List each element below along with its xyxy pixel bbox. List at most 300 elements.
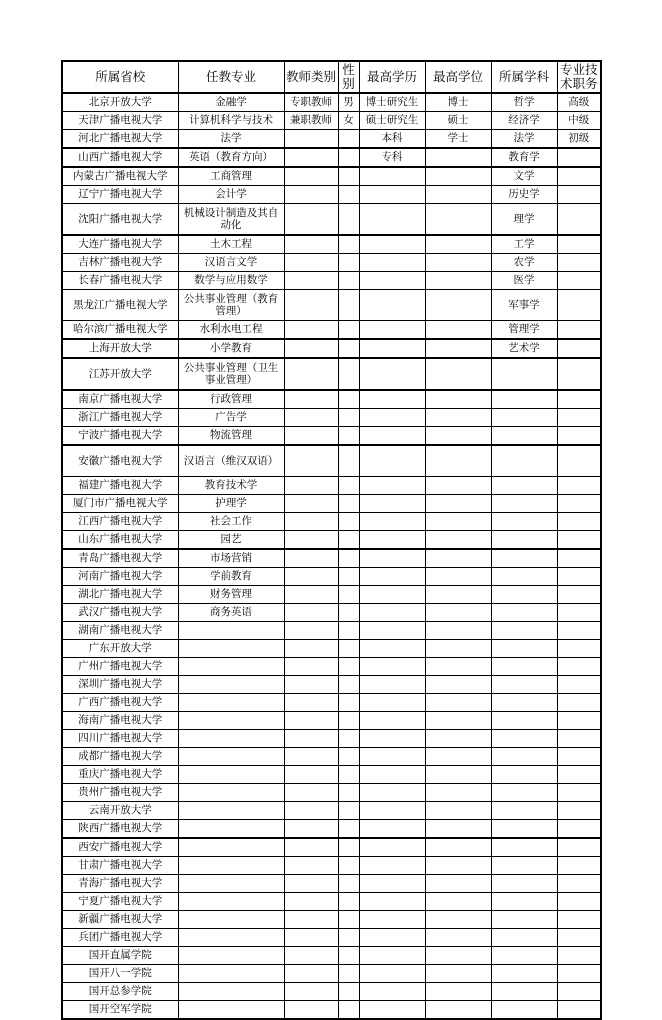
cell-r26-c4[interactable]: [359, 622, 425, 640]
cell-r26-c7[interactable]: [557, 622, 601, 640]
cell-r30-c3[interactable]: [338, 694, 359, 712]
cell-r18-c4[interactable]: [359, 477, 425, 495]
cell-r6-c1[interactable]: 机械设计制造及其自动化: [178, 204, 284, 236]
cell-r14-c5[interactable]: [425, 390, 491, 409]
cell-r29-c2[interactable]: [284, 676, 338, 694]
cell-r23-c7[interactable]: [557, 568, 601, 586]
cell-r25-c3[interactable]: [338, 604, 359, 622]
table-row[interactable]: [62, 676, 601, 694]
cell-r35-c5[interactable]: [425, 784, 491, 802]
cell-r2-c5[interactable]: 学士: [425, 130, 491, 149]
cell-r11-c6[interactable]: 管理学: [491, 321, 557, 340]
cell-r44-c6[interactable]: [491, 947, 557, 965]
cell-r10-c3[interactable]: [338, 290, 359, 321]
cell-r6-c2[interactable]: [284, 204, 338, 236]
cell-r25-c5[interactable]: [425, 604, 491, 622]
cell-r16-c5[interactable]: [425, 427, 491, 446]
cell-r29-c6[interactable]: [491, 676, 557, 694]
cell-r21-c6[interactable]: [491, 531, 557, 550]
cell-r16-c7[interactable]: [557, 427, 601, 446]
cell-r17-c2[interactable]: [284, 445, 338, 477]
cell-r23-c5[interactable]: [425, 568, 491, 586]
cell-r0-c1[interactable]: 金融学: [178, 93, 284, 112]
cell-r1-c3[interactable]: 女: [338, 112, 359, 130]
cell-r40-c6[interactable]: [491, 875, 557, 893]
table-row[interactable]: [62, 549, 601, 568]
cell-r46-c2[interactable]: [284, 983, 338, 1001]
table-row[interactable]: [62, 568, 601, 586]
cell-r6-c0[interactable]: 沈阳广播电视大学: [62, 204, 178, 236]
table-row[interactable]: [62, 321, 601, 340]
cell-r24-c6[interactable]: [491, 586, 557, 604]
cell-r41-c6[interactable]: [491, 893, 557, 911]
cell-r29-c1[interactable]: [178, 676, 284, 694]
column-header-0[interactable]: 所属省校: [62, 61, 178, 93]
cell-r10-c5[interactable]: [425, 290, 491, 321]
cell-r23-c1[interactable]: 学前教育: [178, 568, 284, 586]
cell-r39-c5[interactable]: [425, 857, 491, 875]
cell-r23-c3[interactable]: [338, 568, 359, 586]
table-row[interactable]: [62, 604, 601, 622]
cell-r36-c0[interactable]: 云南开放大学: [62, 802, 178, 820]
cell-r38-c1[interactable]: [178, 838, 284, 857]
cell-r32-c6[interactable]: [491, 730, 557, 748]
cell-r18-c2[interactable]: [284, 477, 338, 495]
cell-r42-c1[interactable]: [178, 911, 284, 929]
cell-r13-c2[interactable]: [284, 358, 338, 390]
cell-r37-c7[interactable]: [557, 820, 601, 839]
cell-r29-c7[interactable]: [557, 676, 601, 694]
cell-r18-c7[interactable]: [557, 477, 601, 495]
cell-r25-c7[interactable]: [557, 604, 601, 622]
cell-r13-c0[interactable]: 江苏开放大学: [62, 358, 178, 390]
cell-r7-c5[interactable]: [425, 235, 491, 254]
cell-r7-c2[interactable]: [284, 235, 338, 254]
cell-r11-c1[interactable]: 水利水电工程: [178, 321, 284, 340]
cell-r35-c3[interactable]: [338, 784, 359, 802]
cell-r37-c2[interactable]: [284, 820, 338, 839]
cell-r40-c3[interactable]: [338, 875, 359, 893]
cell-r47-c5[interactable]: [425, 1001, 491, 1020]
cell-r19-c7[interactable]: [557, 495, 601, 513]
cell-r32-c2[interactable]: [284, 730, 338, 748]
table-row[interactable]: [62, 838, 601, 857]
cell-r46-c1[interactable]: [178, 983, 284, 1001]
cell-r3-c0[interactable]: 山西广播电视大学: [62, 148, 178, 167]
table-row[interactable]: [62, 235, 601, 254]
cell-r20-c7[interactable]: [557, 513, 601, 531]
column-header-3[interactable]: 性别: [338, 61, 359, 93]
cell-r45-c1[interactable]: [178, 965, 284, 983]
cell-r31-c5[interactable]: [425, 712, 491, 730]
cell-r25-c1[interactable]: 商务英语: [178, 604, 284, 622]
cell-r11-c3[interactable]: [338, 321, 359, 340]
cell-r35-c0[interactable]: 贵州广播电视大学: [62, 784, 178, 802]
cell-r34-c0[interactable]: 重庆广播电视大学: [62, 766, 178, 784]
cell-r36-c7[interactable]: [557, 802, 601, 820]
cell-r31-c0[interactable]: 海南广播电视大学: [62, 712, 178, 730]
cell-r3-c3[interactable]: [338, 148, 359, 167]
cell-r22-c0[interactable]: 青岛广播电视大学: [62, 549, 178, 568]
cell-r9-c3[interactable]: [338, 272, 359, 290]
cell-r47-c1[interactable]: [178, 1001, 284, 1020]
cell-r4-c2[interactable]: [284, 167, 338, 186]
cell-r1-c1[interactable]: 计算机科学与技术: [178, 112, 284, 130]
table-row[interactable]: [62, 730, 601, 748]
cell-r4-c5[interactable]: [425, 167, 491, 186]
cell-r16-c2[interactable]: [284, 427, 338, 446]
cell-r1-c5[interactable]: 硕士: [425, 112, 491, 130]
cell-r17-c7[interactable]: [557, 445, 601, 477]
cell-r36-c1[interactable]: [178, 802, 284, 820]
cell-r27-c4[interactable]: [359, 640, 425, 658]
cell-r8-c4[interactable]: [359, 254, 425, 272]
cell-r0-c4[interactable]: 博士研究生: [359, 93, 425, 112]
cell-r44-c2[interactable]: [284, 947, 338, 965]
cell-r21-c0[interactable]: 山东广播电视大学: [62, 531, 178, 550]
cell-r42-c7[interactable]: [557, 911, 601, 929]
cell-r18-c0[interactable]: 福建广播电视大学: [62, 477, 178, 495]
cell-r24-c1[interactable]: 财务管理: [178, 586, 284, 604]
cell-r26-c5[interactable]: [425, 622, 491, 640]
column-header-4[interactable]: 最高学历: [359, 61, 425, 93]
cell-r13-c6[interactable]: [491, 358, 557, 390]
cell-r13-c3[interactable]: [338, 358, 359, 390]
cell-r10-c4[interactable]: [359, 290, 425, 321]
cell-r13-c1[interactable]: 公共事业管理（卫生事业管理）: [178, 358, 284, 390]
cell-r42-c0[interactable]: 新疆广播电视大学: [62, 911, 178, 929]
cell-r37-c5[interactable]: [425, 820, 491, 839]
cell-r28-c4[interactable]: [359, 658, 425, 676]
cell-r9-c4[interactable]: [359, 272, 425, 290]
cell-r19-c3[interactable]: [338, 495, 359, 513]
cell-r0-c0[interactable]: 北京开放大学: [62, 93, 178, 112]
cell-r18-c5[interactable]: [425, 477, 491, 495]
cell-r7-c3[interactable]: [338, 235, 359, 254]
cell-r34-c3[interactable]: [338, 766, 359, 784]
cell-r46-c4[interactable]: [359, 983, 425, 1001]
cell-r41-c2[interactable]: [284, 893, 338, 911]
cell-r9-c7[interactable]: [557, 272, 601, 290]
cell-r29-c3[interactable]: [338, 676, 359, 694]
cell-r37-c4[interactable]: [359, 820, 425, 839]
cell-r5-c6[interactable]: 历史学: [491, 186, 557, 204]
cell-r33-c5[interactable]: [425, 748, 491, 766]
cell-r40-c0[interactable]: 青海广播电视大学: [62, 875, 178, 893]
cell-r39-c1[interactable]: [178, 857, 284, 875]
cell-r34-c4[interactable]: [359, 766, 425, 784]
cell-r38-c0[interactable]: 西安广播电视大学: [62, 838, 178, 857]
cell-r43-c1[interactable]: [178, 929, 284, 947]
table-row[interactable]: [62, 1001, 601, 1020]
cell-r6-c6[interactable]: 理学: [491, 204, 557, 236]
cell-r45-c6[interactable]: [491, 965, 557, 983]
cell-r39-c4[interactable]: [359, 857, 425, 875]
cell-r6-c4[interactable]: [359, 204, 425, 236]
cell-r14-c1[interactable]: 行政管理: [178, 390, 284, 409]
cell-r35-c6[interactable]: [491, 784, 557, 802]
cell-r44-c4[interactable]: [359, 947, 425, 965]
table-row[interactable]: [62, 875, 601, 893]
cell-r3-c1[interactable]: 英语（教育方向）: [178, 148, 284, 167]
cell-r5-c0[interactable]: 辽宁广播电视大学: [62, 186, 178, 204]
cell-r3-c7[interactable]: [557, 148, 601, 167]
cell-r3-c4[interactable]: 专科: [359, 148, 425, 167]
cell-r46-c6[interactable]: [491, 983, 557, 1001]
cell-r24-c2[interactable]: [284, 586, 338, 604]
cell-r2-c6[interactable]: 法学: [491, 130, 557, 149]
cell-r30-c7[interactable]: [557, 694, 601, 712]
cell-r9-c2[interactable]: [284, 272, 338, 290]
cell-r28-c7[interactable]: [557, 658, 601, 676]
cell-r11-c5[interactable]: [425, 321, 491, 340]
table-row[interactable]: [62, 495, 601, 513]
cell-r5-c4[interactable]: [359, 186, 425, 204]
cell-r41-c4[interactable]: [359, 893, 425, 911]
cell-r46-c0[interactable]: 国开总参学院: [62, 983, 178, 1001]
cell-r30-c4[interactable]: [359, 694, 425, 712]
cell-r27-c1[interactable]: [178, 640, 284, 658]
cell-r5-c5[interactable]: [425, 186, 491, 204]
cell-r42-c6[interactable]: [491, 911, 557, 929]
cell-r29-c5[interactable]: [425, 676, 491, 694]
table-row[interactable]: [62, 445, 601, 477]
cell-r7-c1[interactable]: 土木工程: [178, 235, 284, 254]
cell-r33-c3[interactable]: [338, 748, 359, 766]
cell-r31-c3[interactable]: [338, 712, 359, 730]
cell-r8-c0[interactable]: 吉林广播电视大学: [62, 254, 178, 272]
cell-r40-c5[interactable]: [425, 875, 491, 893]
cell-r14-c6[interactable]: [491, 390, 557, 409]
cell-r0-c5[interactable]: 博士: [425, 93, 491, 112]
cell-r10-c7[interactable]: [557, 290, 601, 321]
cell-r5-c2[interactable]: [284, 186, 338, 204]
cell-r22-c5[interactable]: [425, 549, 491, 568]
cell-r26-c1[interactable]: [178, 622, 284, 640]
cell-r3-c2[interactable]: [284, 148, 338, 167]
cell-r15-c6[interactable]: [491, 409, 557, 427]
cell-r30-c6[interactable]: [491, 694, 557, 712]
cell-r32-c3[interactable]: [338, 730, 359, 748]
cell-r5-c3[interactable]: [338, 186, 359, 204]
cell-r32-c5[interactable]: [425, 730, 491, 748]
table-row[interactable]: [62, 93, 601, 112]
cell-r19-c5[interactable]: [425, 495, 491, 513]
cell-r19-c0[interactable]: 厦门市广播电视大学: [62, 495, 178, 513]
cell-r14-c7[interactable]: [557, 390, 601, 409]
cell-r17-c1[interactable]: 汉语言（维汉双语）: [178, 445, 284, 477]
cell-r23-c6[interactable]: [491, 568, 557, 586]
cell-r47-c7[interactable]: [557, 1001, 601, 1020]
cell-r33-c2[interactable]: [284, 748, 338, 766]
table-row[interactable]: [62, 148, 601, 167]
cell-r12-c7[interactable]: [557, 339, 601, 358]
cell-r12-c4[interactable]: [359, 339, 425, 358]
cell-r32-c1[interactable]: [178, 730, 284, 748]
cell-r27-c7[interactable]: [557, 640, 601, 658]
cell-r7-c4[interactable]: [359, 235, 425, 254]
cell-r6-c3[interactable]: [338, 204, 359, 236]
cell-r17-c6[interactable]: [491, 445, 557, 477]
cell-r12-c1[interactable]: 小学教育: [178, 339, 284, 358]
cell-r4-c1[interactable]: 工商管理: [178, 167, 284, 186]
cell-r41-c3[interactable]: [338, 893, 359, 911]
cell-r15-c3[interactable]: [338, 409, 359, 427]
cell-r8-c3[interactable]: [338, 254, 359, 272]
cell-r0-c3[interactable]: 男: [338, 93, 359, 112]
cell-r23-c4[interactable]: [359, 568, 425, 586]
cell-r26-c3[interactable]: [338, 622, 359, 640]
cell-r38-c5[interactable]: [425, 838, 491, 857]
cell-r17-c0[interactable]: 安徽广播电视大学: [62, 445, 178, 477]
cell-r20-c5[interactable]: [425, 513, 491, 531]
table-row[interactable]: [62, 893, 601, 911]
cell-r19-c2[interactable]: [284, 495, 338, 513]
cell-r6-c5[interactable]: [425, 204, 491, 236]
table-row[interactable]: [62, 358, 601, 390]
cell-r22-c3[interactable]: [338, 549, 359, 568]
cell-r4-c4[interactable]: [359, 167, 425, 186]
cell-r18-c3[interactable]: [338, 477, 359, 495]
cell-r18-c6[interactable]: [491, 477, 557, 495]
cell-r10-c6[interactable]: 军事学: [491, 290, 557, 321]
cell-r1-c4[interactable]: 硕士研究生: [359, 112, 425, 130]
table-row[interactable]: [62, 272, 601, 290]
cell-r38-c7[interactable]: [557, 838, 601, 857]
cell-r46-c7[interactable]: [557, 983, 601, 1001]
cell-r9-c5[interactable]: [425, 272, 491, 290]
cell-r5-c7[interactable]: [557, 186, 601, 204]
cell-r42-c2[interactable]: [284, 911, 338, 929]
table-row[interactable]: [62, 911, 601, 929]
column-header-6[interactable]: 所属学科: [491, 61, 557, 93]
table-row[interactable]: [62, 983, 601, 1001]
table-row[interactable]: [62, 531, 601, 550]
cell-r38-c4[interactable]: [359, 838, 425, 857]
column-header-5[interactable]: 最高学位: [425, 61, 491, 93]
cell-r20-c0[interactable]: 江西广播电视大学: [62, 513, 178, 531]
cell-r33-c0[interactable]: 成都广播电视大学: [62, 748, 178, 766]
table-row[interactable]: [62, 766, 601, 784]
cell-r9-c6[interactable]: 医学: [491, 272, 557, 290]
cell-r45-c2[interactable]: [284, 965, 338, 983]
cell-r19-c4[interactable]: [359, 495, 425, 513]
cell-r13-c4[interactable]: [359, 358, 425, 390]
cell-r31-c4[interactable]: [359, 712, 425, 730]
cell-r31-c6[interactable]: [491, 712, 557, 730]
cell-r33-c4[interactable]: [359, 748, 425, 766]
table-row[interactable]: [62, 929, 601, 947]
cell-r43-c4[interactable]: [359, 929, 425, 947]
cell-r14-c2[interactable]: [284, 390, 338, 409]
cell-r7-c6[interactable]: 工学: [491, 235, 557, 254]
cell-r36-c6[interactable]: [491, 802, 557, 820]
cell-r16-c0[interactable]: 宁波广播电视大学: [62, 427, 178, 446]
cell-r30-c0[interactable]: 广西广播电视大学: [62, 694, 178, 712]
cell-r37-c0[interactable]: 陕西广播电视大学: [62, 820, 178, 839]
cell-r32-c0[interactable]: 四川广播电视大学: [62, 730, 178, 748]
cell-r2-c0[interactable]: 河北广播电视大学: [62, 130, 178, 149]
cell-r9-c0[interactable]: 长春广播电视大学: [62, 272, 178, 290]
cell-r27-c2[interactable]: [284, 640, 338, 658]
cell-r2-c7[interactable]: 初级: [557, 130, 601, 149]
table-row[interactable]: [62, 477, 601, 495]
cell-r31-c7[interactable]: [557, 712, 601, 730]
table-row[interactable]: [62, 965, 601, 983]
cell-r28-c2[interactable]: [284, 658, 338, 676]
table-row[interactable]: [62, 409, 601, 427]
cell-r26-c6[interactable]: [491, 622, 557, 640]
cell-r30-c5[interactable]: [425, 694, 491, 712]
table-row[interactable]: [62, 204, 601, 236]
cell-r8-c6[interactable]: 农学: [491, 254, 557, 272]
cell-r7-c0[interactable]: 大连广播电视大学: [62, 235, 178, 254]
cell-r6-c7[interactable]: [557, 204, 601, 236]
cell-r27-c5[interactable]: [425, 640, 491, 658]
cell-r32-c7[interactable]: [557, 730, 601, 748]
cell-r41-c7[interactable]: [557, 893, 601, 911]
cell-r25-c6[interactable]: [491, 604, 557, 622]
cell-r8-c7[interactable]: [557, 254, 601, 272]
cell-r22-c7[interactable]: [557, 549, 601, 568]
cell-r28-c3[interactable]: [338, 658, 359, 676]
cell-r27-c3[interactable]: [338, 640, 359, 658]
table-row[interactable]: [62, 694, 601, 712]
column-header-7[interactable]: 专业技术职务: [557, 61, 601, 93]
cell-r35-c1[interactable]: [178, 784, 284, 802]
cell-r8-c5[interactable]: [425, 254, 491, 272]
cell-r24-c7[interactable]: [557, 586, 601, 604]
cell-r33-c1[interactable]: [178, 748, 284, 766]
cell-r47-c6[interactable]: [491, 1001, 557, 1020]
cell-r44-c1[interactable]: [178, 947, 284, 965]
cell-r32-c4[interactable]: [359, 730, 425, 748]
table-row[interactable]: [62, 947, 601, 965]
cell-r38-c6[interactable]: [491, 838, 557, 857]
cell-r4-c6[interactable]: 文学: [491, 167, 557, 186]
cell-r16-c4[interactable]: [359, 427, 425, 446]
cell-r13-c7[interactable]: [557, 358, 601, 390]
cell-r33-c7[interactable]: [557, 748, 601, 766]
cell-r30-c1[interactable]: [178, 694, 284, 712]
cell-r1-c7[interactable]: 中级: [557, 112, 601, 130]
cell-r36-c4[interactable]: [359, 802, 425, 820]
cell-r15-c0[interactable]: 浙江广播电视大学: [62, 409, 178, 427]
cell-r12-c5[interactable]: [425, 339, 491, 358]
cell-r34-c2[interactable]: [284, 766, 338, 784]
cell-r22-c1[interactable]: 市场营销: [178, 549, 284, 568]
cell-r22-c6[interactable]: [491, 549, 557, 568]
cell-r45-c4[interactable]: [359, 965, 425, 983]
cell-r31-c2[interactable]: [284, 712, 338, 730]
table-row[interactable]: [62, 390, 601, 409]
cell-r45-c0[interactable]: 国开八一学院: [62, 965, 178, 983]
cell-r9-c1[interactable]: 数学与应用数学: [178, 272, 284, 290]
cell-r41-c5[interactable]: [425, 893, 491, 911]
cell-r15-c2[interactable]: [284, 409, 338, 427]
cell-r22-c2[interactable]: [284, 549, 338, 568]
cell-r21-c4[interactable]: [359, 531, 425, 550]
cell-r15-c5[interactable]: [425, 409, 491, 427]
table-row[interactable]: [62, 857, 601, 875]
cell-r19-c6[interactable]: [491, 495, 557, 513]
column-header-1[interactable]: 任教专业: [178, 61, 284, 93]
cell-r10-c1[interactable]: 公共事业管理（教育管理）: [178, 290, 284, 321]
cell-r14-c3[interactable]: [338, 390, 359, 409]
cell-r21-c3[interactable]: [338, 531, 359, 550]
cell-r23-c2[interactable]: [284, 568, 338, 586]
cell-r11-c7[interactable]: [557, 321, 601, 340]
